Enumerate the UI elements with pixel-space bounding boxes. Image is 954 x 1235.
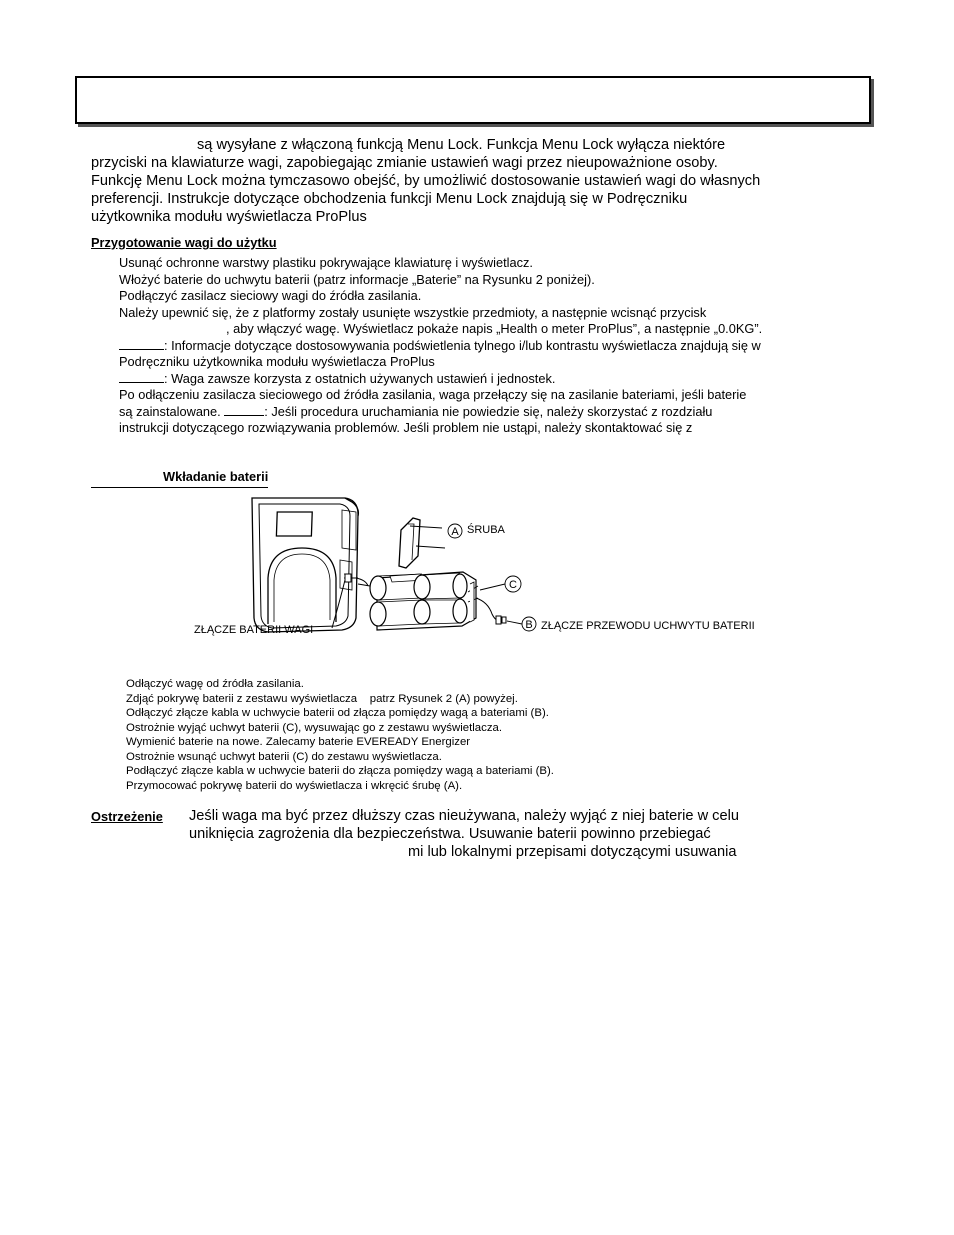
intro-line: przyciski na klawiaturze wagi, zapobiegając zmianie ustawień wagi przez nieupoważnione osoby. bbox=[91, 155, 718, 171]
prep-step: są zainstalowane. : Jeśli procedura uruchamiania nie powiedzie się, należy skorzystać z rozdziału bbox=[119, 403, 713, 419]
section-title-box bbox=[75, 76, 871, 124]
prep-note: : Informacje dotyczące dostosowywania podświetlenia tylnego i/lub kontrastu wyświetlacza znajdują się w bbox=[119, 338, 762, 355]
intro-line: są wysyłane z włączoną funkcją Menu Lock. Funkcja Menu Lock wyłącza niektóre bbox=[197, 137, 726, 153]
holder-connector-label: ZŁĄCZE PRZEWODU UCHWYTU BATERII bbox=[541, 620, 755, 632]
battery-step: Przymocować pokrywę baterii do wyświetlacza i wkręcić śrubę (A). bbox=[126, 779, 463, 792]
battery-step: Odłączyć złącze kabla w uchwycie baterii od złącza pomiędzy wagą a bateriami (B). bbox=[126, 707, 549, 719]
warning-text bbox=[189, 807, 739, 861]
prep-note: : Waga zawsze korzysta z ostatnich używanych ustawień i jednostek. bbox=[119, 371, 762, 388]
battery-step: Podłączyć złącze kabla w uchwycie baterii do złącza pomiędzy wagą a bateriami (B). bbox=[126, 765, 554, 777]
scale-connector-label: ZŁĄCZE BATERII WAGI bbox=[194, 624, 314, 636]
prep-step: Usunąć ochronne warstwy plastiku pokrywające klawiaturę i wyświetlacz. bbox=[119, 255, 533, 270]
callout-c-letter: C bbox=[509, 579, 517, 591]
battery-holder-illustration bbox=[370, 572, 478, 630]
scale-display-illustration bbox=[252, 498, 358, 632]
note-label-blank bbox=[119, 381, 164, 383]
warning-line: mi lub lokalnymi przepisami dotyczącymi usuwania bbox=[408, 844, 737, 860]
prep-step: Należy upewnić się, że z platformy zostały usunięte wszystkie przedmioty, a następnie wcisnąć przycisk bbox=[119, 304, 707, 320]
prep-step: instrukcji dotyczącego rozwiązywania problemów. Jeśli problem nie ustąpi, należy skontaktować się z bbox=[119, 420, 693, 435]
callout-a-letter: A bbox=[451, 526, 459, 538]
battery-heading: Wkładanie baterii bbox=[91, 469, 268, 488]
note-label-blank bbox=[224, 414, 264, 416]
callout-b-letter: B bbox=[525, 619, 533, 631]
warning-label: Ostrzeżenie bbox=[91, 809, 163, 824]
battery-install-figure bbox=[180, 490, 800, 650]
intro-line: Funkcję Menu Lock można tymczasowo obejść, by umożliwić dostosowanie ustawień wagi do własnych bbox=[91, 173, 761, 189]
prep-note: Podręczniku użytkownika modułu wyświetlacza ProPlus bbox=[119, 354, 435, 369]
battery-step: Wymienić baterie na nowe. Zalecamy baterie EVEREADY Energizer bbox=[126, 736, 471, 748]
prep-step: Po odłączeniu zasilacza sieciowego od źródła zasilania, waga przełączy się na zasilanie bateriami, jeśli baterie bbox=[119, 387, 747, 402]
battery-step: Ostrożnie wsunąć uchwyt baterii (C) do zestawu wyświetlacza. bbox=[126, 750, 442, 763]
battery-cover-illustration bbox=[399, 518, 445, 568]
prep-heading: Przygotowanie wagi do użytku bbox=[91, 235, 277, 250]
battery-step: Ostrożnie wyjąć uchwyt baterii (C), wysuwając go z zestawu wyświetlacza. bbox=[126, 721, 503, 734]
warning-line: uniknięcia zagrożenia dla bezpieczeństwa. Usuwanie baterii powinno przebiegać bbox=[189, 826, 711, 842]
prep-step: Podłączyć zasilacz sieciowy wagi do źródła zasilania. bbox=[119, 288, 422, 303]
intro-line: użytkownika modułu wyświetlacza ProPlus bbox=[91, 209, 367, 225]
battery-step: Odłączyć wagę od źródła zasilania. bbox=[126, 678, 304, 690]
battery-step: Zdjąć pokrywę baterii z zestawu wyświetlacza patrz Rysunek 2 (A) powyżej. bbox=[126, 692, 518, 705]
battery-steps bbox=[126, 677, 554, 793]
prep-steps bbox=[119, 255, 762, 437]
intro-paragraph bbox=[91, 136, 760, 226]
screw-label: ŚRUBA bbox=[467, 524, 505, 536]
note-label-blank bbox=[119, 348, 164, 350]
intro-line: preferencji. Instrukcje dotyczące obchodzenia funkcji Menu Lock znajdują się w Podręczniku bbox=[91, 191, 688, 207]
prep-step: , aby włączyć wagę. Wyświetlacz pokaże napis „Health o meter ProPlus”, a następnie „0.0KG”. bbox=[226, 321, 763, 336]
warning-line: Jeśli waga ma być przez dłuższy czas nieużywana, należy wyjąć z niej baterie w celu bbox=[189, 808, 739, 824]
prep-step: Włożyć baterie do uchwytu baterii (patrz informacje „Baterie” na Rysunku 2 poniżej). bbox=[119, 271, 595, 287]
